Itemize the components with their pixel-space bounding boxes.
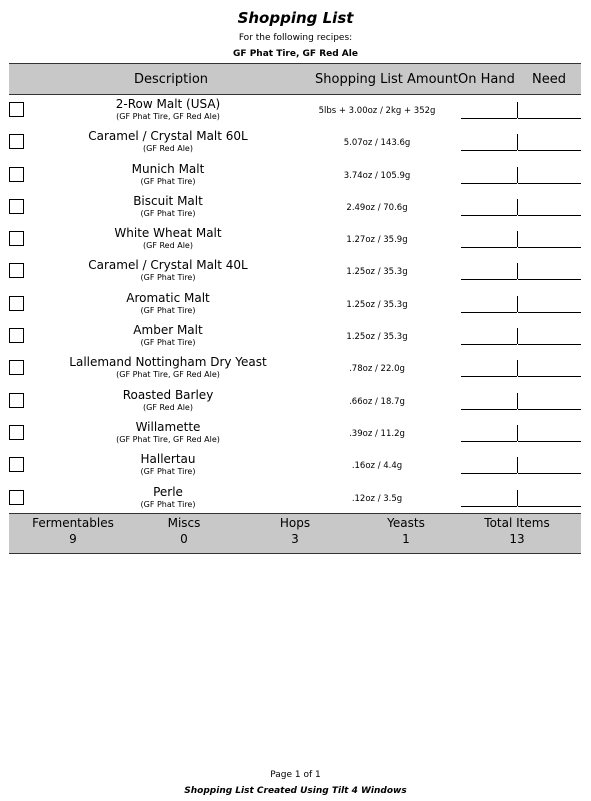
total-yeasts [366, 516, 446, 546]
column-divider [517, 134, 518, 150]
on-hand-line [461, 506, 517, 507]
item-amount: .12oz / 3.5g [351, 493, 403, 504]
page-title: Shopping List [237, 9, 354, 27]
total-value: 9 [69, 532, 77, 546]
item-checkbox[interactable] [9, 231, 24, 246]
total-items [467, 516, 567, 546]
on-hand-line [461, 344, 517, 345]
column-divider [517, 296, 518, 312]
column-need: Need [532, 72, 566, 87]
item-amount: 3.74oz / 105.9g [343, 170, 411, 181]
list-item [9, 418, 581, 450]
item-recipes: (GF Phat Tire) [140, 273, 196, 283]
column-divider [517, 167, 518, 183]
column-on-hand: On Hand [458, 72, 515, 87]
item-name: Biscuit Malt [133, 193, 203, 208]
list-item [9, 353, 581, 385]
need-line [518, 183, 581, 184]
item-amount: 1.25oz / 35.3g [346, 267, 408, 278]
list-item [9, 192, 581, 224]
item-name: Munich Malt [131, 161, 205, 176]
item-checkbox[interactable] [9, 296, 24, 311]
item-recipes: (GF Phat Tire) [140, 499, 196, 509]
need-line [518, 118, 581, 119]
list-item [9, 386, 581, 418]
item-recipes: (GF Phat Tire) [140, 176, 196, 186]
item-recipes: (GF Red Ale) [143, 241, 193, 251]
item-name: White Wheat Malt [114, 226, 222, 241]
column-amount: Shopping List Amount [315, 72, 459, 87]
item-name: Hallertau [140, 452, 196, 467]
column-divider [517, 360, 518, 376]
on-hand-line [461, 247, 517, 248]
total-label: Yeasts [387, 516, 425, 530]
total-value: 3 [291, 532, 299, 546]
item-name: Roasted Barley [122, 387, 214, 402]
item-name: Caramel / Crystal Malt 40L [88, 258, 248, 273]
item-recipes: (GF Phat Tire) [140, 305, 196, 315]
on-hand-line [461, 215, 517, 216]
total-value: 0 [180, 532, 188, 546]
total-label: Hops [279, 516, 311, 530]
on-hand-line [461, 441, 517, 442]
item-name: Willamette [135, 419, 201, 434]
on-hand-line [461, 150, 517, 151]
item-recipes: (GF Phat Tire) [140, 208, 196, 218]
list-item [9, 321, 581, 353]
column-divider [517, 231, 518, 247]
item-checkbox[interactable] [9, 102, 24, 117]
item-recipes: (GF Phat Tire, GF Red Ale) [116, 112, 220, 121]
item-checkbox[interactable] [9, 199, 24, 214]
column-divider [517, 102, 518, 118]
on-hand-line [461, 473, 517, 474]
item-name: Perle [153, 484, 183, 499]
item-list [9, 95, 581, 515]
need-line [518, 247, 581, 248]
item-checkbox[interactable] [9, 360, 24, 375]
item-recipes: (GF Phat Tire, GF Red Ale) [116, 434, 220, 444]
item-checkbox[interactable] [9, 457, 24, 472]
item-checkbox[interactable] [9, 134, 24, 149]
total-value: 13 [509, 532, 525, 546]
item-name: Caramel / Crystal Malt 60L [88, 129, 248, 144]
list-item [9, 95, 581, 127]
item-checkbox[interactable] [9, 263, 24, 278]
item-recipes: (GF Phat Tire) [140, 338, 196, 348]
recipes-list: GF Phat Tire, GF Red Ale [233, 49, 358, 59]
column-divider [517, 393, 518, 409]
total-fermentables [23, 516, 123, 546]
item-checkbox[interactable] [9, 425, 24, 440]
item-amount: 5.07oz / 143.6g [343, 138, 411, 149]
item-amount: .16oz / 4.4g [351, 461, 403, 472]
total-miscs [144, 516, 224, 546]
need-line [518, 506, 581, 507]
item-amount: 1.25oz / 35.3g [346, 332, 408, 343]
column-divider [517, 328, 518, 344]
item-amount: 5lbs + 3.00oz / 2kg + 352g [318, 106, 436, 116]
need-line [518, 441, 581, 442]
item-checkbox[interactable] [9, 490, 24, 505]
created-by-note: Shopping List Created Using Tilt 4 Windows [184, 786, 407, 796]
need-line [518, 312, 581, 313]
item-amount: 1.27oz / 35.9g [346, 235, 408, 246]
total-label: Fermentables [32, 516, 114, 530]
item-recipes: (GF Red Ale) [143, 144, 193, 154]
total-hops [255, 516, 335, 546]
list-item [9, 160, 581, 192]
item-recipes: (GF Phat Tire, GF Red Ale) [116, 370, 220, 380]
item-name: Lallemand Nottingham Dry Yeast [69, 355, 267, 370]
need-line [518, 150, 581, 151]
need-line [518, 344, 581, 345]
list-item [9, 450, 581, 482]
on-hand-line [461, 312, 517, 313]
total-value: 1 [402, 532, 410, 546]
column-divider [517, 199, 518, 215]
item-name: Aromatic Malt [126, 290, 210, 305]
totals-bar [9, 513, 581, 554]
on-hand-line [461, 118, 517, 119]
need-line [518, 409, 581, 410]
item-checkbox[interactable] [9, 328, 24, 343]
item-amount: .39oz / 11.2g [349, 428, 405, 439]
column-divider [517, 490, 518, 506]
on-hand-line [461, 279, 517, 280]
on-hand-line [461, 183, 517, 184]
column-divider [517, 457, 518, 473]
total-label: Total Items [484, 516, 550, 530]
list-item [9, 127, 581, 159]
item-amount: 1.25oz / 35.3g [346, 299, 408, 310]
need-line [518, 215, 581, 216]
recipes-intro: For the following recipes: [238, 33, 353, 43]
column-description: Description [134, 72, 209, 87]
list-item [9, 483, 581, 515]
list-item [9, 256, 581, 288]
item-checkbox[interactable] [9, 393, 24, 408]
item-name: Amber Malt [133, 323, 203, 338]
item-recipes: (GF Phat Tire) [140, 467, 196, 477]
column-divider [517, 263, 518, 279]
on-hand-line [461, 409, 517, 410]
total-label: Miscs [167, 516, 201, 530]
need-line [518, 376, 581, 377]
item-name: 2-Row Malt (USA) [115, 97, 221, 111]
list-item [9, 224, 581, 256]
list-item [9, 289, 581, 321]
item-recipes: (GF Red Ale) [143, 402, 193, 412]
item-checkbox[interactable] [9, 167, 24, 182]
on-hand-line [461, 376, 517, 377]
item-amount: 2.49oz / 70.6g [346, 202, 408, 213]
column-divider [517, 425, 518, 441]
need-line [518, 473, 581, 474]
table-header [9, 63, 581, 95]
need-line [518, 279, 581, 280]
item-amount: .78oz / 22.0g [349, 364, 405, 375]
page-number: Page 1 of 1 [270, 770, 321, 780]
item-amount: .66oz / 18.7g [349, 396, 405, 407]
